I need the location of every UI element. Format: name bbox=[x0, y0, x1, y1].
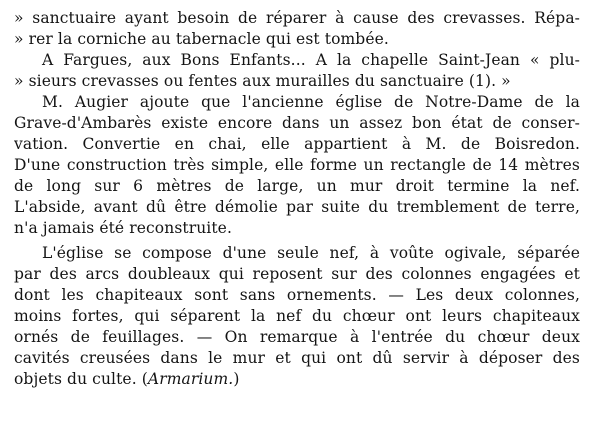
text-line: L'église se compose d'une seule nef, à voûte ogivale, séparée bbox=[42, 244, 580, 262]
text-line: dont les chapiteaux sont sans ornements. — Les deux colonnes, bbox=[14, 286, 580, 304]
text-line: ornés de feuillages. — On remarque à l'entrée du chœur deux bbox=[14, 328, 580, 346]
text-line: D'une construction très simple, elle forme un rectangle de 14 mètres bbox=[14, 156, 580, 174]
text-line: n'a jamais été reconstruite. bbox=[14, 219, 232, 237]
text-body bbox=[14, 8, 580, 390]
final-line-text: objets du culte. bbox=[14, 370, 142, 388]
text-line: cavités creusées dans le mur et qui ont dû servir à déposer des bbox=[14, 349, 580, 367]
text-line: M. Augier ajoute que l'ancienne église de Notre-Dame de la bbox=[42, 93, 580, 111]
text-line: de long sur 6 mètres de large, un mur droit termine la nef. bbox=[14, 177, 580, 195]
text-line: A Fargues, aux Bons Enfants... A la chapelle Saint-Jean « plu- bbox=[42, 51, 580, 69]
text-line: » rer la corniche au tabernacle qui est tombée. bbox=[14, 30, 389, 48]
text-line: Grave-d'Ambarès existe encore dans un assez bon état de conser- bbox=[14, 114, 580, 132]
text-line: par des arcs doubleaux qui reposent sur des colonnes engagées et bbox=[14, 265, 580, 283]
text-line-final: objets du culte. (Armarium.) bbox=[14, 370, 240, 388]
text-line: L'abside, avant dû être démolie par suite du tremblement de terre, bbox=[14, 198, 580, 216]
italic-term: Armarium. bbox=[147, 370, 234, 388]
text-line: vation. Convertie en chai, elle appartient à M. de Boisredon. bbox=[14, 135, 580, 153]
text-line: » sanctuaire ayant besoin de réparer à cause des crevasses. Répa- bbox=[14, 9, 580, 27]
text-line: moins fortes, qui séparent la nef du chœur ont leurs chapiteaux bbox=[14, 307, 580, 325]
text-line: » sieurs crevasses ou fentes aux murailles du sanctuaire (1). » bbox=[14, 72, 511, 90]
